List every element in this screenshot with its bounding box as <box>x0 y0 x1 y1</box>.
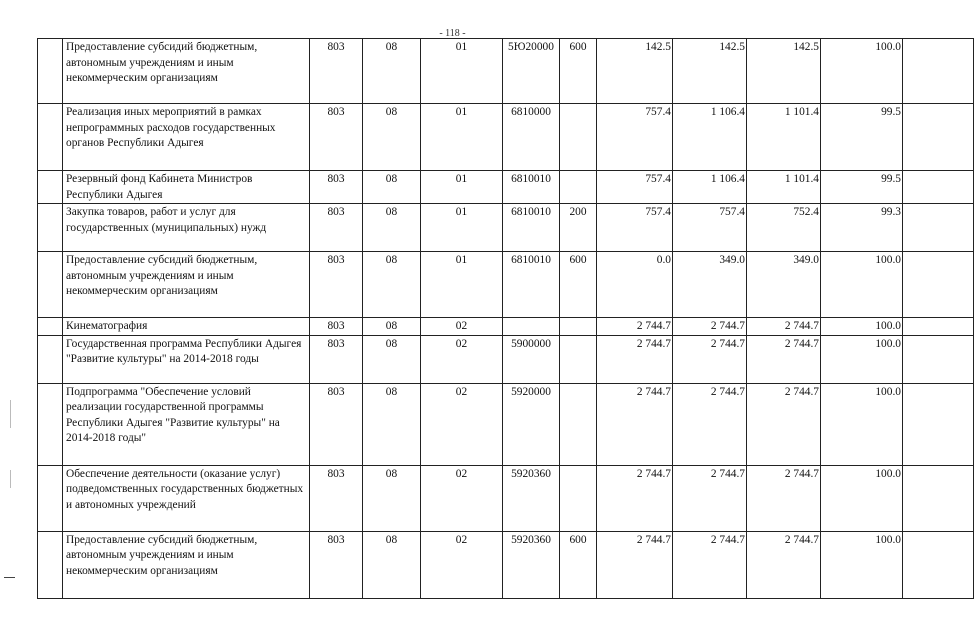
ministry-code-cell: 803 <box>310 318 363 336</box>
executed-amount-cell: 349.0 <box>747 252 821 318</box>
execution-percent-cell: 100.0 <box>821 252 903 318</box>
table-row <box>38 318 974 336</box>
row-name-cell: Закупка товаров, работ и услуг для государственных (муниципальных) нужд <box>63 204 310 252</box>
expense-type-code-cell: 600 <box>560 252 597 318</box>
row-name-cell: Предоставление субсидий бюджетным, автономным учреждениям и иным некоммерческим организациям <box>63 531 310 598</box>
refined-amount-cell: 349.0 <box>673 252 747 318</box>
subsection-code-cell: 01 <box>421 252 503 318</box>
blank-cell <box>903 531 974 598</box>
ministry-code-cell: 803 <box>310 204 363 252</box>
expense-type-code-cell <box>560 383 597 465</box>
target-article-code-cell: 5920360 <box>503 531 560 598</box>
subsection-code-cell: 02 <box>421 318 503 336</box>
executed-amount-cell: 752.4 <box>747 204 821 252</box>
ministry-code-cell: 803 <box>310 252 363 318</box>
executed-amount-cell: 2 744.7 <box>747 465 821 531</box>
table-row <box>38 104 974 171</box>
execution-percent-cell: 100.0 <box>821 465 903 531</box>
row-name-cell: Обеспечение деятельности (оказание услуг) подведомственных государственных бюджетных и автономных учреждений <box>63 465 310 531</box>
execution-percent-cell: 100.0 <box>821 335 903 383</box>
executed-amount-cell: 1 101.4 <box>747 171 821 204</box>
execution-percent-cell: 100.0 <box>821 383 903 465</box>
subsection-code-cell: 01 <box>421 204 503 252</box>
ministry-code-cell: 803 <box>310 335 363 383</box>
blank-cell <box>903 383 974 465</box>
blank-cell <box>903 104 974 171</box>
refined-amount-cell: 757.4 <box>673 204 747 252</box>
subsection-code-cell: 02 <box>421 465 503 531</box>
expense-type-code-cell: 600 <box>560 39 597 104</box>
approved-amount-cell: 142.5 <box>597 39 673 104</box>
refined-amount-cell: 142.5 <box>673 39 747 104</box>
blank-cell <box>38 383 63 465</box>
budget-table-body <box>38 39 974 599</box>
ministry-code-cell: 803 <box>310 104 363 171</box>
target-article-code-cell: 5920000 <box>503 383 560 465</box>
blank-cell <box>38 335 63 383</box>
blank-cell <box>38 531 63 598</box>
subsection-code-cell: 01 <box>421 171 503 204</box>
expense-type-code-cell <box>560 465 597 531</box>
section-code-cell: 08 <box>363 204 421 252</box>
blank-cell <box>38 252 63 318</box>
blank-cell <box>903 465 974 531</box>
approved-amount-cell: 2 744.7 <box>597 318 673 336</box>
executed-amount-cell: 2 744.7 <box>747 335 821 383</box>
section-code-cell: 08 <box>363 335 421 383</box>
executed-amount-cell: 2 744.7 <box>747 531 821 598</box>
subsection-code-cell: 01 <box>421 104 503 171</box>
ministry-code-cell: 803 <box>310 39 363 104</box>
execution-percent-cell: 99.5 <box>821 171 903 204</box>
approved-amount-cell: 757.4 <box>597 204 673 252</box>
budget-table <box>37 38 974 599</box>
ministry-code-cell: 803 <box>310 531 363 598</box>
subsection-code-cell: 01 <box>421 39 503 104</box>
target-article-code-cell: 6810010 <box>503 204 560 252</box>
refined-amount-cell: 1 106.4 <box>673 104 747 171</box>
ministry-code-cell: 803 <box>310 171 363 204</box>
page-number: - 118 - <box>439 28 466 39</box>
section-code-cell: 08 <box>363 531 421 598</box>
target-article-code-cell: 6810000 <box>503 104 560 171</box>
executed-amount-cell: 2 744.7 <box>747 318 821 336</box>
row-name-cell: Резервный фонд Кабинета Министров Республики Адыгея <box>63 171 310 204</box>
subsection-code-cell: 02 <box>421 335 503 383</box>
subsection-code-cell: 02 <box>421 531 503 598</box>
table-row <box>38 252 974 318</box>
target-article-code-cell: 5900000 <box>503 335 560 383</box>
executed-amount-cell: 142.5 <box>747 39 821 104</box>
blank-cell <box>38 104 63 171</box>
blank-cell <box>38 39 63 104</box>
blank-cell <box>903 204 974 252</box>
expense-type-code-cell <box>560 104 597 171</box>
execution-percent-cell: 100.0 <box>821 318 903 336</box>
target-article-code-cell: 6810010 <box>503 171 560 204</box>
blank-cell <box>903 318 974 336</box>
refined-amount-cell: 2 744.7 <box>673 335 747 383</box>
executed-amount-cell: 1 101.4 <box>747 104 821 171</box>
ministry-code-cell: 803 <box>310 465 363 531</box>
table-row <box>38 531 974 598</box>
approved-amount-cell: 0.0 <box>597 252 673 318</box>
approved-amount-cell: 2 744.7 <box>597 335 673 383</box>
table-row <box>38 204 974 252</box>
blank-cell <box>903 335 974 383</box>
blank-cell <box>38 204 63 252</box>
execution-percent-cell: 100.0 <box>821 531 903 598</box>
target-article-code-cell: 5920360 <box>503 465 560 531</box>
row-name-cell: Предоставление субсидий бюджетным, автономным учреждениям и иным некоммерческим организациям <box>63 252 310 318</box>
expense-type-code-cell <box>560 335 597 383</box>
blank-cell <box>903 252 974 318</box>
approved-amount-cell: 757.4 <box>597 171 673 204</box>
margin-mark <box>10 400 11 428</box>
blank-cell <box>903 171 974 204</box>
table-row <box>38 39 974 104</box>
target-article-code-cell: 5Ю20000 <box>503 39 560 104</box>
table-row <box>38 465 974 531</box>
subsection-code-cell: 02 <box>421 383 503 465</box>
expense-type-code-cell <box>560 318 597 336</box>
approved-amount-cell: 757.4 <box>597 104 673 171</box>
blank-cell <box>903 39 974 104</box>
expense-type-code-cell: 200 <box>560 204 597 252</box>
execution-percent-cell: 100.0 <box>821 39 903 104</box>
execution-percent-cell: 99.3 <box>821 204 903 252</box>
margin-mark <box>10 470 11 488</box>
target-article-code-cell <box>503 318 560 336</box>
expense-type-code-cell: 600 <box>560 531 597 598</box>
refined-amount-cell: 1 106.4 <box>673 171 747 204</box>
row-name-cell: Кинематография <box>63 318 310 336</box>
approved-amount-cell: 2 744.7 <box>597 383 673 465</box>
ministry-code-cell: 803 <box>310 383 363 465</box>
section-code-cell: 08 <box>363 383 421 465</box>
executed-amount-cell: 2 744.7 <box>747 383 821 465</box>
blank-cell <box>38 171 63 204</box>
approved-amount-cell: 2 744.7 <box>597 465 673 531</box>
row-name-cell: Предоставление субсидий бюджетным, автономным учреждениям и иным некоммерческим организациям <box>63 39 310 104</box>
table-row <box>38 171 974 204</box>
row-name-cell: Государственная программа Республики Адыгея "Развитие культуры" на 2014-2018 годы <box>63 335 310 383</box>
budget-table-container <box>37 38 901 602</box>
table-row <box>38 335 974 383</box>
margin-tick <box>4 577 15 578</box>
expense-type-code-cell <box>560 171 597 204</box>
execution-percent-cell: 99.5 <box>821 104 903 171</box>
row-name-cell: Подпрограмма "Обеспечение условий реализации государственной программы Республики Адыгея "Развитие культуры" на 2014-2018 годы" <box>63 383 310 465</box>
table-row <box>38 383 974 465</box>
refined-amount-cell: 2 744.7 <box>673 465 747 531</box>
approved-amount-cell: 2 744.7 <box>597 531 673 598</box>
section-code-cell: 08 <box>363 318 421 336</box>
section-code-cell: 08 <box>363 252 421 318</box>
blank-cell <box>38 465 63 531</box>
blank-cell <box>38 318 63 336</box>
row-name-cell: Реализация иных мероприятий в рамках непрограммных расходов государственных органов Республики Адыгея <box>63 104 310 171</box>
section-code-cell: 08 <box>363 39 421 104</box>
section-code-cell: 08 <box>363 171 421 204</box>
target-article-code-cell: 6810010 <box>503 252 560 318</box>
section-code-cell: 08 <box>363 104 421 171</box>
refined-amount-cell: 2 744.7 <box>673 531 747 598</box>
section-code-cell: 08 <box>363 465 421 531</box>
refined-amount-cell: 2 744.7 <box>673 383 747 465</box>
refined-amount-cell: 2 744.7 <box>673 318 747 336</box>
